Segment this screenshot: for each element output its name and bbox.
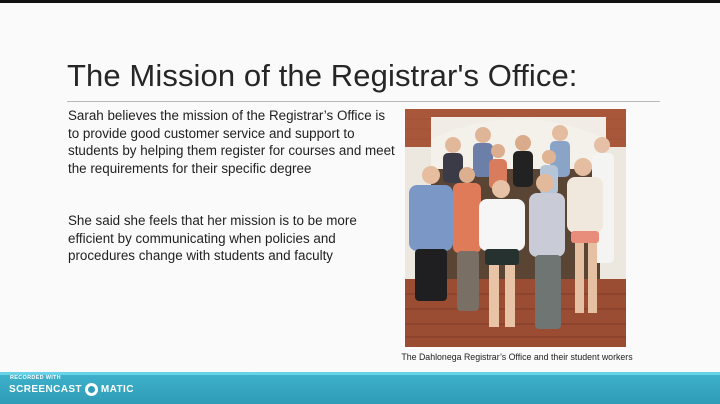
brand-left-text: SCREENCAST — [9, 383, 82, 395]
recorded-with-label: RECORDED WITH — [10, 375, 61, 381]
photo-caption: The Dahlonega Registrar’s Office and their student workers — [401, 352, 633, 362]
title-divider — [67, 101, 660, 102]
screencast-o-matic-logo — [9, 381, 134, 397]
efficiency-paragraph: She said she feels that her mission is to be more efficient by communicating when policies and procedures change with students and faculty — [68, 213, 357, 264]
brand-right-text: MATIC — [100, 383, 134, 395]
mission-paragraph: Sarah believes the mission of the Registrar’s Office is to provide good customer service and support to students by helping them register for courses and meet the requirements for their specific degree — [68, 108, 395, 176]
group-photo — [405, 109, 626, 347]
recorder-bar-stripe — [0, 372, 720, 375]
group-photo-illustration — [405, 109, 626, 347]
screencast-o-matic-logo-icon — [85, 383, 98, 396]
slide-title: The Mission of the Registrar's Office: — [67, 58, 578, 93]
